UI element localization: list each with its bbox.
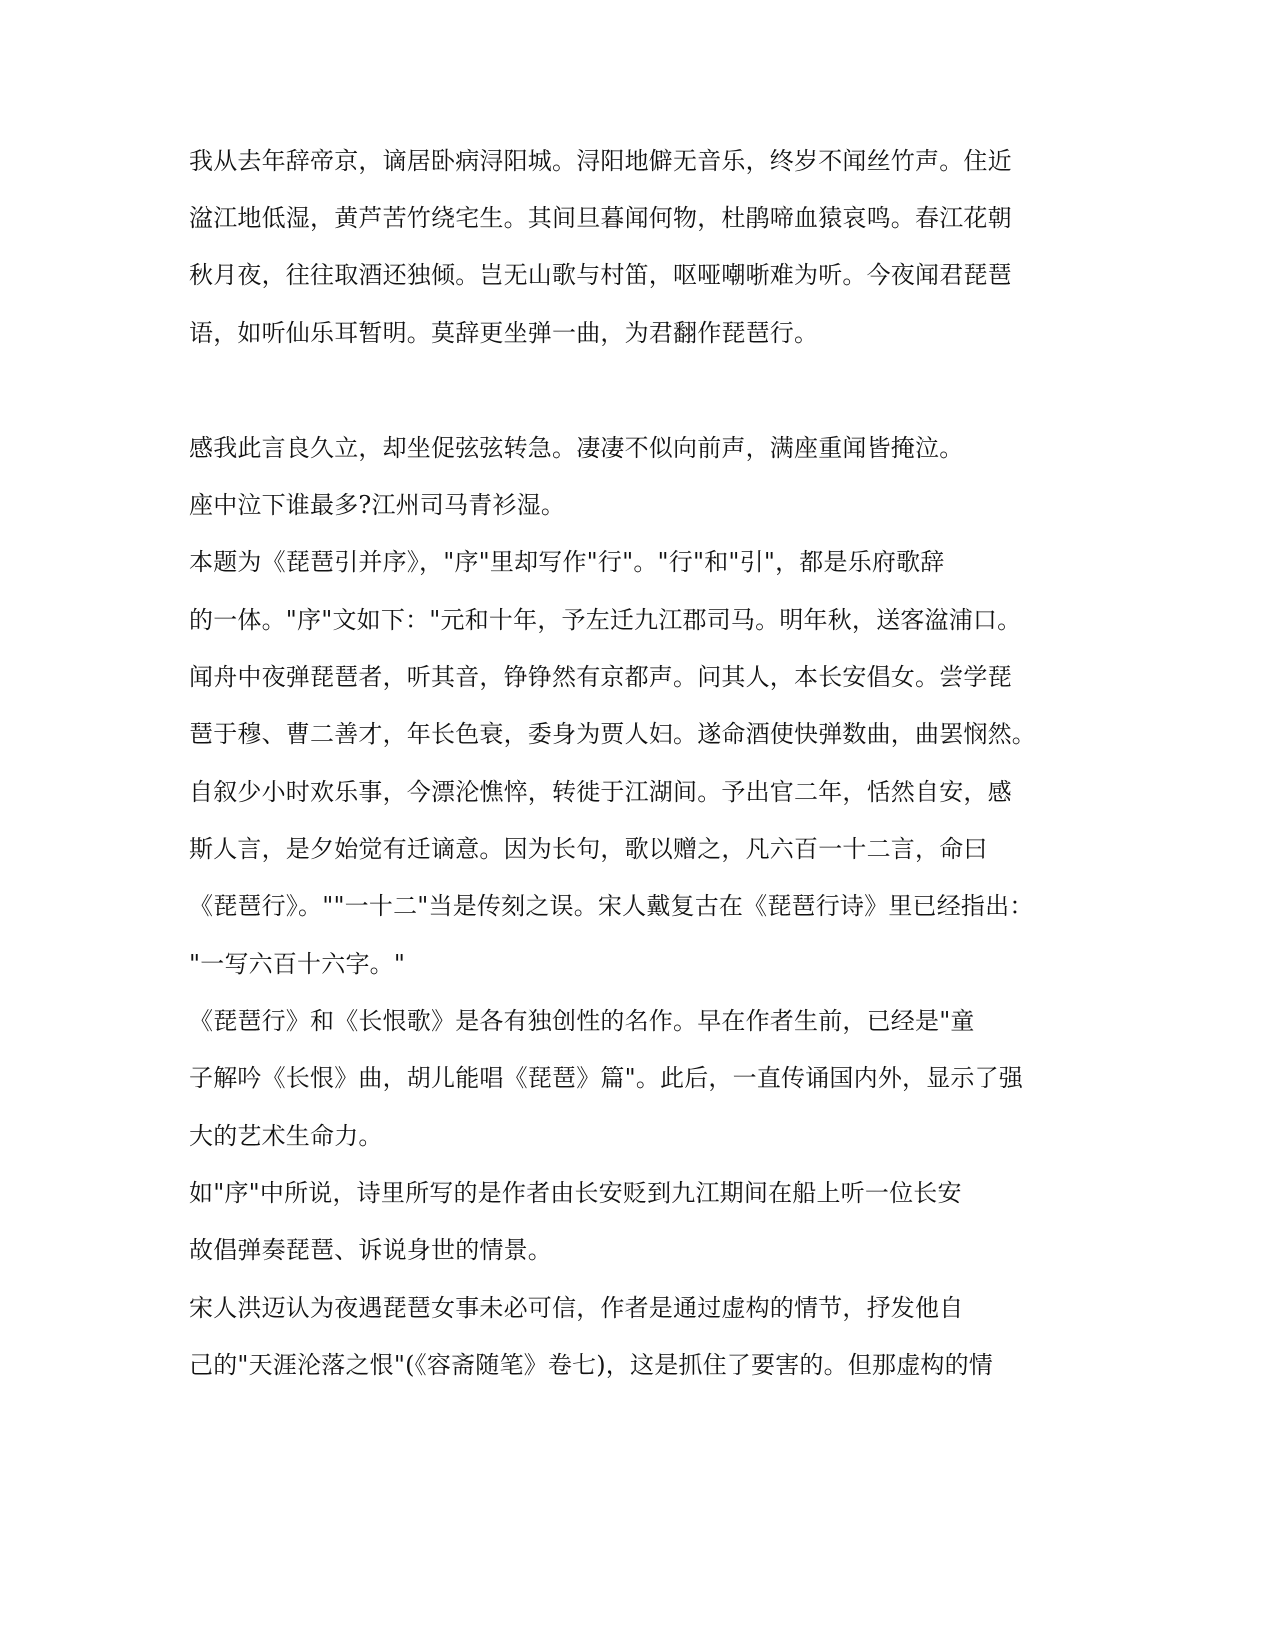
text-line: 的一体。"序"文如下："元和十年，予左迁九江郡司马。明年秋，送客湓浦口。 [189,606,1022,634]
text-line: 感我此言良久立，却坐促弦弦转急。凄凄不似向前声，满座重闻皆掩泣。 [189,434,964,462]
text-line: 语，如听仙乐耳暂明。莫辞更坐弹一曲，为君翻作琵琶行。 [189,319,819,347]
text-line: 琶于穆、曹二善才，年长色衰，委身为贾人妇。遂命酒使快弹数曲，曲罢悯然。 [189,720,1036,748]
text-line: 座中泣下谁最多?江州司马青衫湿。 [189,491,566,519]
text-line: 我从去年辞帝京，谪居卧病浔阳城。浔阳地僻无音乐，终岁不闻丝竹声。住近 [189,147,1012,175]
text-line: 本题为《琵琶引并序》，"序"里却写作"行"。"行"和"引"，都是乐府歌辞 [189,548,945,576]
text-line: 《琵琶行》和《长恨歌》是各有独创性的名作。早在作者生前，已经是"童 [189,1007,975,1035]
text-line: 斯人言，是夕始觉有迁谪意。因为长句，歌以赠之，凡六百一十二言，命曰 [189,835,988,863]
text-line: 秋月夜，往往取酒还独倾。岂无山歌与村笛，呕哑嘲哳难为听。今夜闻君琵琶 [189,261,1012,289]
text-line: 《琵琶行》。""一十二"当是传刻之误。宋人戴复古在《琵琶行诗》里已经指出： [189,892,1034,920]
text-line: 己的"天涯沦落之恨"(《容斋随笔》卷七)，这是抓住了要害的。但那虚构的情 [189,1351,994,1379]
text-line: 子解吟《长恨》曲，胡儿能唱《琵琶》篇"。此后，一直传诵国内外，显示了强 [189,1064,1024,1092]
text-line: 故倡弹奏琵琶、诉说身世的情景。 [189,1236,552,1264]
text-line: 大的艺术生命力。 [189,1122,383,1150]
text-line: 湓江地低湿，黄芦苦竹绕宅生。其间旦暮闻何物，杜鹃啼血猿哀鸣。春江花朝 [189,204,1012,232]
text-line: "一写六百十六字。" [189,950,406,978]
text-line: 宋人洪迈认为夜遇琵琶女事未必可信，作者是通过虚构的情节，抒发他自 [189,1294,964,1322]
text-line: 自叙少小时欢乐事，今漂沦憔悴，转徙于江湖间。予出官二年，恬然自安，感 [189,778,1012,806]
text-line: 闻舟中夜弹琵琶者，听其音，铮铮然有京都声。问其人，本长安倡女。尝学琵 [189,663,1012,691]
text-line: 如"序"中所说，诗里所写的是作者由长安贬到九江期间在船上听一位长安 [189,1179,962,1207]
